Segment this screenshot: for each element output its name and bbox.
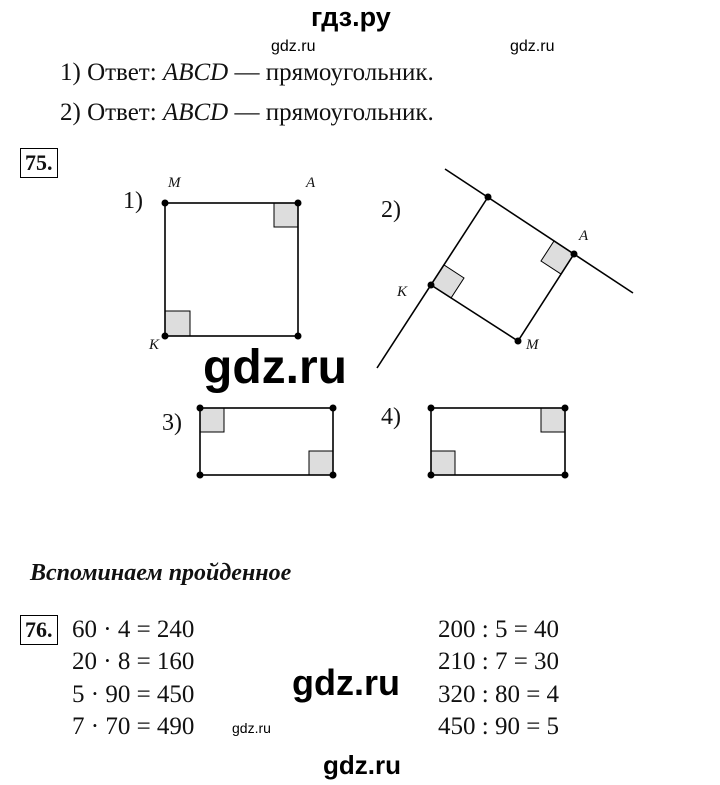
point-label: M xyxy=(168,175,181,191)
section-title: Вспоминаем пройденное xyxy=(30,560,292,586)
answer-label: Ответ: xyxy=(87,59,157,86)
watermark-small: gdz.ru xyxy=(232,720,271,736)
watermark-small: gdz.ru xyxy=(510,38,555,55)
answer-number: 2) xyxy=(60,99,81,126)
equation: 20 · 8 = 160 xyxy=(72,648,195,675)
site-title: гдз.ру xyxy=(311,2,391,32)
equation: 320 : 80 = 4 xyxy=(438,681,560,708)
figure-label: 4) xyxy=(381,404,401,430)
watermark-small: gdz.ru xyxy=(271,38,316,55)
watermark-large: gdz.ru xyxy=(203,341,347,394)
task-number-75: 75. xyxy=(20,148,58,178)
point-label: A xyxy=(306,175,316,191)
answer-dash: — xyxy=(234,99,260,126)
point-label: K xyxy=(149,337,160,353)
figure-label: 3) xyxy=(162,410,182,436)
equation: 200 : 5 = 40 xyxy=(438,616,560,643)
figure-3-rectangle xyxy=(197,405,337,479)
equation: 60 · 4 = 240 xyxy=(72,616,195,643)
answer-dash: — xyxy=(234,59,260,86)
answer-text: прямоугольник. xyxy=(265,99,434,126)
figure-label: 2) xyxy=(381,197,401,223)
figure-4-rectangle xyxy=(428,405,569,479)
answer-label: Ответ: xyxy=(87,99,157,126)
equation: 7 · 70 = 490 xyxy=(72,713,195,740)
figure-2-rotated-rectangle xyxy=(377,169,633,368)
watermark-large: gdz.ru xyxy=(292,662,400,703)
equation: 210 : 7 = 30 xyxy=(438,648,560,675)
answer-number: 1) xyxy=(60,59,81,86)
task-number-76: 76. xyxy=(20,615,58,645)
figure-label: 1) xyxy=(123,188,143,214)
answer-text: прямоугольник. xyxy=(265,59,434,86)
equation: 5 · 90 = 450 xyxy=(72,681,195,708)
watermark-bottom: gdz.ru xyxy=(323,750,401,780)
answer-figure: ABCD xyxy=(162,59,229,86)
equation: 450 : 90 = 5 xyxy=(438,713,560,740)
point-label: A xyxy=(579,228,589,244)
point-label: K xyxy=(397,284,408,300)
point-label: M xyxy=(526,337,539,353)
figure-1-square xyxy=(162,200,302,340)
answer-figure: ABCD xyxy=(162,99,229,126)
